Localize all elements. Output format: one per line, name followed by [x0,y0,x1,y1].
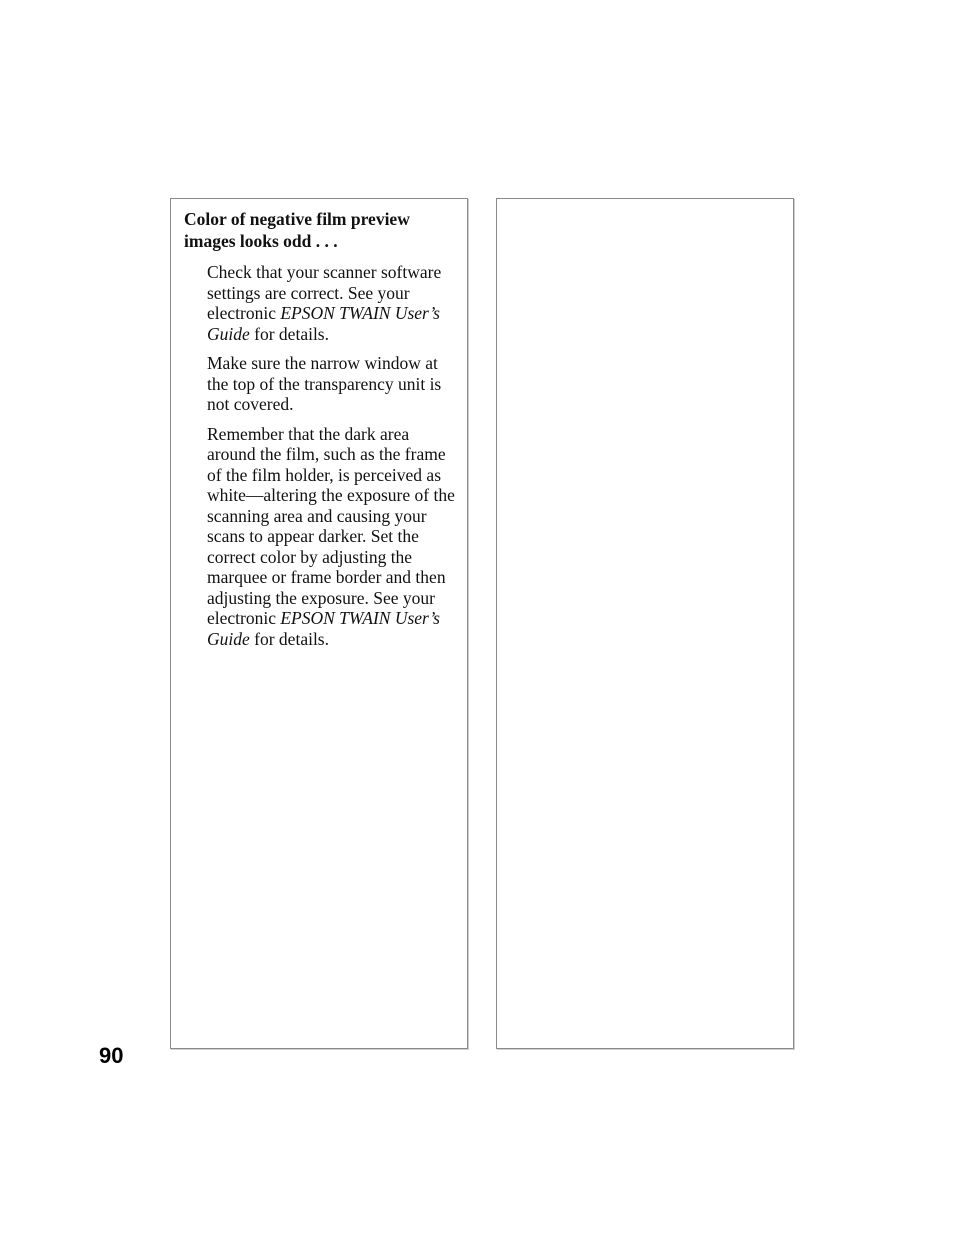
paragraph-check-settings [207,262,457,344]
page-number: 90 [99,1043,124,1068]
paragraph-dark-area [207,424,457,650]
guide-title-reference: EPSON TWAIN User’s Guide [207,303,440,344]
section-body [207,262,457,658]
paragraph-text: Check that your scanner software settings are correct. See your electronic [207,262,442,323]
guide-title-reference: EPSON TWAIN User’s Guide [207,608,440,649]
paragraph-text: for details. [249,628,329,649]
paragraph-window-not-covered: Make sure the narrow window at the top of the transparency unit is not covered. [207,353,442,414]
right-column-panel [496,198,794,1049]
paragraph-text: for details. [249,323,329,344]
left-column-panel [170,198,468,1049]
paragraph-text: Remember that the dark area around the film, such as the frame of the film holder, is perceived as white—altering the exposure of the scanning area and causing your scans to appear darker. Set the correct color by adjusting the marquee or frame border and then adjusting the exposure. See your electronic [207,423,455,628]
section-heading: Color of negative film preview images looks odd . . . [184,209,410,251]
